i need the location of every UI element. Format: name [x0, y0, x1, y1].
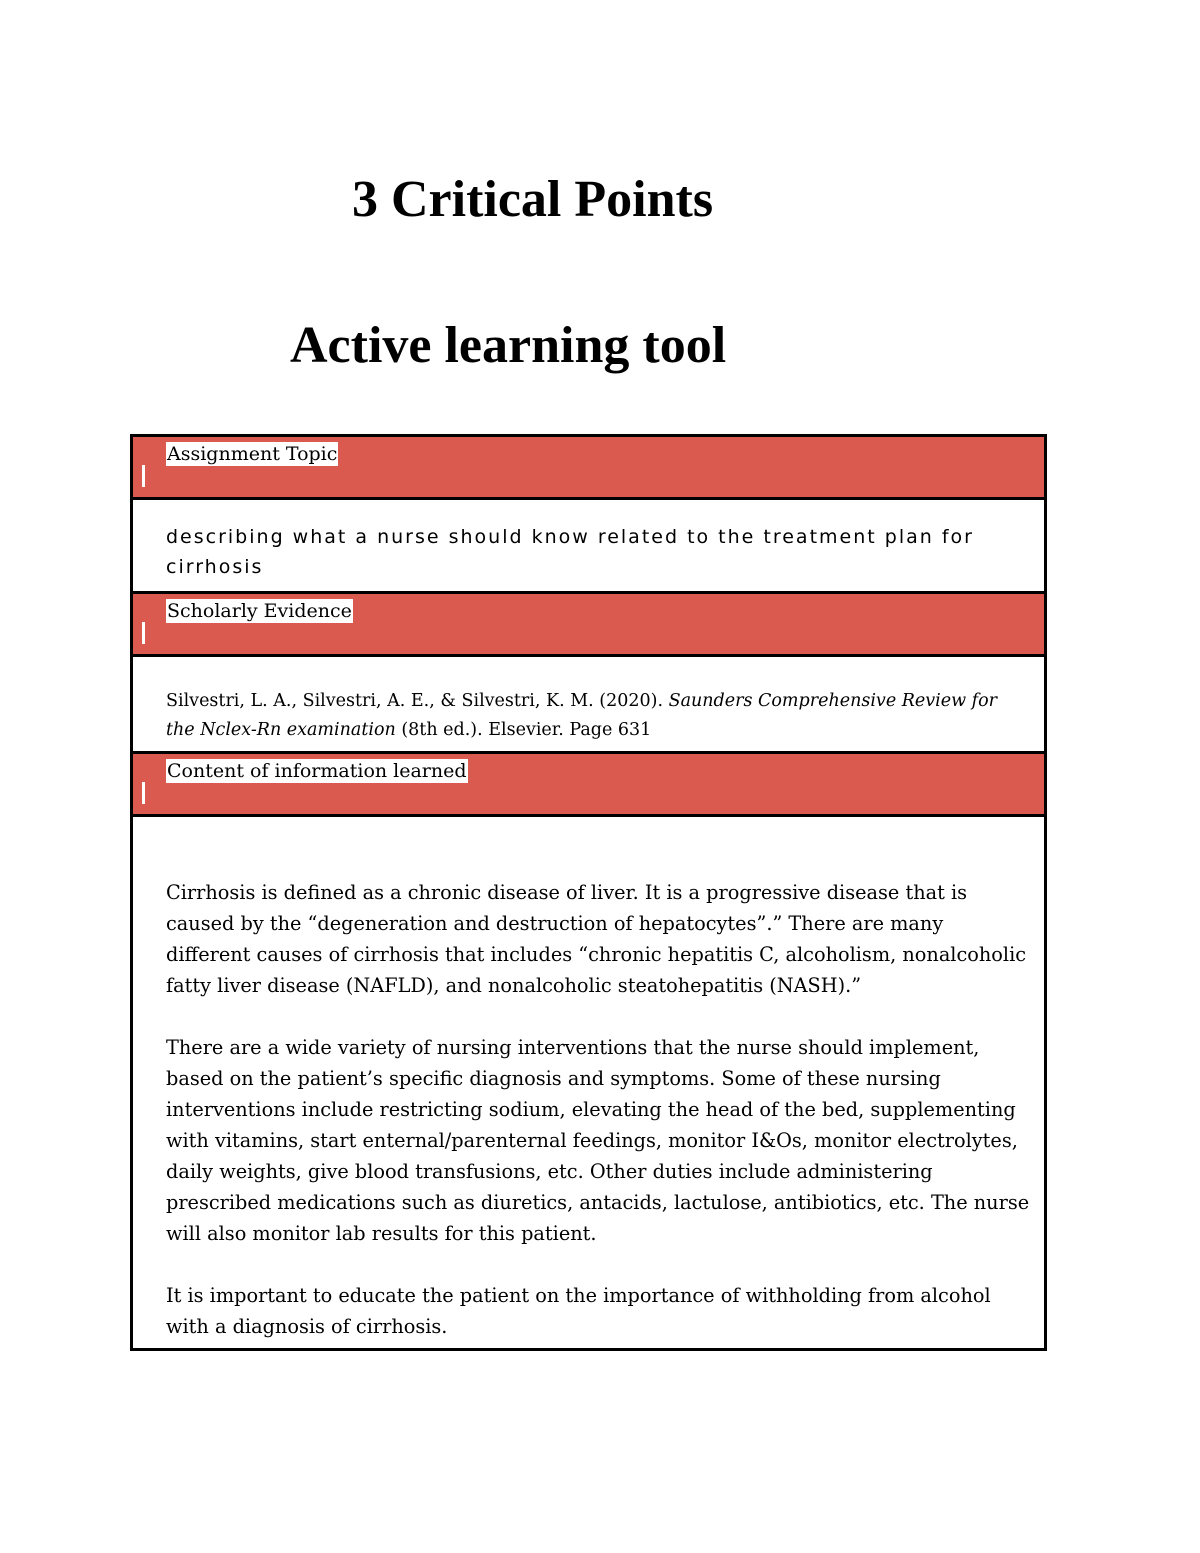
content-learned-heading: Content of information learned	[167, 760, 467, 782]
content-paragraph: Cirrhosis is defined as a chronic disease of liver. It is a progressive disease that is caused by the “degeneration and destruction of hepatocytes”.” There are many different causes of cirrhosis that includes “chronic hepatitis C, alcoholism, nonalcoholic fatty liver disease (NAFLD), and nonalcoholic steatohepatitis (NASH).”	[166, 881, 1027, 997]
assignment-topic-cell	[130, 497, 1047, 594]
text-cursor-marker	[142, 782, 145, 804]
learning-tool-table	[130, 434, 1047, 1351]
content-paragraph: It is important to educate the patient on the importance of withholding from alcohol with a diagnosis of cirrhosis.	[166, 1284, 991, 1338]
content-paragraph: There are a wide variety of nursing interventions that the nurse should implement, based on the patient’s specific diagnosis and symptoms. Some of these nursing interventions include restricting sodium, elevating the head of the bed, supplementing with vitamins, start enternal/parenternal feedings, monitor I&Os, monitor electrolytes, daily weights, give blood transfusions, etc. Other duties include administering prescribed medications such as diuretics, antacids, lactulose, antibiotics, etc. The nurse will also monitor lab results for this patient.	[166, 1036, 1030, 1245]
content-learned-body	[133, 817, 1044, 1348]
document-title: 3 Critical Points	[352, 171, 714, 228]
assignment-topic-heading: Assignment Topic	[167, 443, 338, 465]
citation-book-title: Saunders Comprehensive Review for the Nclex-Rn examination	[166, 691, 998, 740]
document-subtitle: Active learning tool	[290, 317, 727, 374]
assignment-topic-text: describing what a nurse should know related to the treatment plan for cirrhosis	[166, 526, 974, 578]
citation	[133, 657, 1044, 751]
content-learned-cell	[130, 814, 1047, 1351]
content-learned-header	[130, 751, 1047, 817]
scholarly-evidence-header	[130, 591, 1047, 657]
scholarly-evidence-cell	[130, 654, 1047, 754]
scholarly-evidence-heading: Scholarly Evidence	[167, 600, 352, 622]
citation-authors: Silvestri, L. A., Silvestri, A. E., & Silvestri, K. M. (2020).	[166, 691, 669, 711]
text-cursor-marker	[142, 622, 145, 644]
text-cursor-marker	[142, 465, 145, 487]
assignment-topic-header	[130, 434, 1047, 500]
citation-publication: (8th ed.). Elsevier. Page 631	[395, 720, 652, 740]
